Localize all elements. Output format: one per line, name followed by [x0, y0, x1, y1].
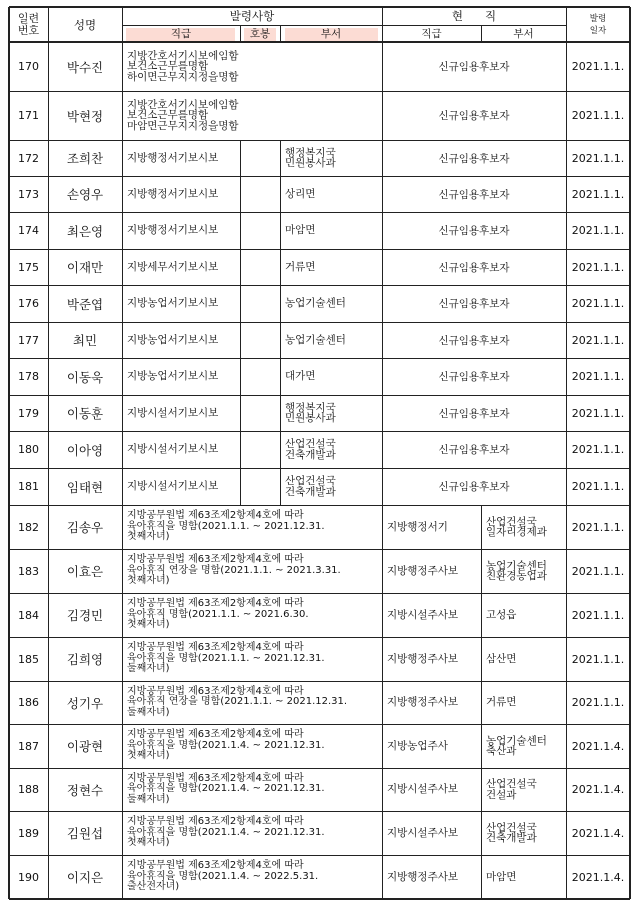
col-divider-current-dept: [481, 681, 482, 724]
row-date: 2021.1.1.: [571, 520, 625, 534]
header-date: 발령 일자: [589, 13, 607, 36]
header-current-rank: 직급: [421, 28, 442, 40]
row-appointment-rank: 지방행정서기보시보: [127, 187, 219, 200]
col-divider-current-dept: [481, 768, 482, 811]
row-appointment-step: [240, 431, 280, 468]
row-divider: [9, 681, 630, 682]
row-serial: 181: [18, 480, 39, 493]
row-current-rank: 지방시설주사보: [387, 783, 459, 796]
row-appointment-step: [240, 395, 280, 431]
row-current-rank: 지방행정주사보: [387, 652, 459, 665]
row-divider: [9, 811, 630, 812]
row-appointment: 지방공무원법 제63조제2항제4호에 따라 육아휴직을 명함(2021.1.1. ~ 2021.12.31. 첫째자녀): [127, 510, 325, 543]
col-divider-current-dept: [481, 593, 482, 637]
row-appointment-dept: 행정복지국 민원봉사과: [285, 401, 336, 424]
table-top-border: [9, 6, 630, 8]
row-appointment-rank: 지방세무서기보시보: [127, 260, 219, 273]
row-serial: 177: [18, 333, 39, 347]
row-appointment-dept: 마암면: [285, 224, 316, 237]
row-appointment: 지방공무원법 제63조제2항제4호에 따라 육아휴직을 명함(2021.1.4. ~ 2021.12.31. 첫째자녀): [127, 816, 325, 849]
table-left-border: [8, 7, 10, 899]
row-serial: 190: [18, 870, 39, 884]
row-current-rank: 신규임용후보자: [438, 444, 510, 456]
row-current-dept: 마암면: [486, 870, 517, 883]
col-divider-step: [240, 322, 241, 358]
row-date: 2021.1.4.: [571, 783, 625, 796]
col-divider-step: [240, 358, 241, 395]
row-date: 2021.1.1.: [571, 608, 625, 622]
col-divider-dept: [280, 358, 281, 395]
col-divider-dept: [280, 395, 281, 431]
row-current-rank: 신규임용후보자: [438, 298, 510, 310]
row-appointment: 지방공무원법 제63조제2항제4호에 따라 육아휴직 연장을 명함(2021.1.1. ~ 2021.3.31. 첫째자녀): [127, 554, 341, 587]
row-appointment-dept: 농업기술센터: [285, 297, 346, 310]
row-date: 2021.1.1.: [571, 406, 625, 420]
row-current-rank: 신규임용후보자: [438, 407, 510, 420]
row-current-rank: 신규임용후보자: [438, 110, 510, 122]
col-divider-step: [240, 176, 241, 212]
col-divider-dept: [280, 212, 281, 249]
row-name: 최민: [72, 333, 98, 348]
col-divider-dept: [280, 468, 281, 505]
row-appointment-rank: 지방행정서기보시보: [127, 151, 219, 164]
row-serial: 176: [18, 297, 39, 310]
row-date: 2021.1.4.: [571, 870, 625, 884]
row-appointment-rank: 지방행정서기보시보: [127, 224, 219, 237]
header-current-dept: 부서: [513, 28, 534, 40]
col-divider-dept: [280, 431, 281, 468]
row-current-dept: 산업건설국 건설과: [486, 778, 537, 801]
row-name: 이효은: [66, 564, 104, 579]
row-appointment-rank: 지방농업서기보시보: [127, 297, 219, 310]
row-appointment-step: [240, 176, 280, 212]
row-current-rank: 지방행정서기: [387, 520, 448, 533]
col-divider-step: [240, 140, 241, 176]
row-current-rank: 신규임용후보자: [438, 481, 510, 493]
row-appointment-step: [240, 468, 280, 505]
row-name: 이동욱: [66, 369, 104, 385]
row-serial: 188: [18, 783, 39, 796]
row-name: 박준엽: [66, 296, 104, 312]
row-appointment: 지방간호서기시보에임함 보건소근무를명함 하이면근무지지정을명함: [127, 49, 239, 83]
row-divider: [9, 322, 630, 323]
row-divider: [9, 593, 630, 594]
row-divider: [9, 249, 630, 250]
row-name: 이지은: [66, 870, 104, 885]
header-divider: [122, 25, 566, 26]
row-date: 2021.1.1.: [571, 60, 625, 73]
row-appointment-dept: 농업기술센터: [285, 333, 346, 346]
row-current-rank: 신규임용후보자: [438, 225, 510, 237]
row-date: 2021.1.1.: [571, 370, 625, 383]
col-divider-step: [240, 212, 241, 249]
header-serial: 일련 번호: [17, 11, 40, 37]
row-appointment-dept: 행정복지국 민원봉사과: [285, 146, 336, 169]
col-divider-current-dept: [481, 505, 482, 549]
col-divider-dept-header: [280, 25, 281, 42]
row-appointment-rank: 지방시설서기보시보: [127, 406, 219, 419]
col-divider-dept: [280, 176, 281, 212]
row-name: 김희영: [66, 652, 104, 667]
col-divider-step: [240, 285, 241, 322]
row-current-dept: 산업건설국 일자리경제과: [486, 515, 547, 538]
row-date: 2021.1.1.: [571, 109, 625, 122]
row-date: 2021.1.1.: [571, 333, 625, 347]
row-name: 이광현: [66, 739, 104, 754]
row-serial: 189: [18, 826, 39, 840]
row-date: 2021.1.1.: [571, 260, 625, 274]
row-name: 조희찬: [66, 151, 104, 166]
row-divider: [9, 855, 630, 856]
row-appointment-rank: 지방농업서기보시보: [127, 333, 219, 346]
header-name: 성명: [73, 17, 97, 32]
row-divider: [9, 468, 630, 469]
row-current-rank: 지방시설주사보: [387, 826, 459, 839]
row-date: 2021.1.1.: [571, 564, 625, 578]
col-divider-dept: [280, 140, 281, 176]
row-date: 2021.1.4.: [571, 826, 625, 840]
col-divider-dept: [280, 322, 281, 358]
row-current-dept: 고성읍: [486, 608, 517, 621]
row-serial: 180: [18, 443, 39, 456]
row-name: 김경민: [66, 608, 104, 623]
row-appointment-dept: 산업건설국 건축개발과: [285, 438, 336, 461]
row-appointment: 지방공무원법 제63조제2항제4호에 따라 육아휴직 명함(2021.1.1. ~ 2021.6.30. 첫째자녀): [127, 598, 309, 631]
row-divider: [9, 637, 630, 638]
row-serial: 170: [18, 60, 39, 73]
row-serial: 184: [18, 608, 39, 622]
row-serial: 182: [18, 520, 39, 534]
row-appointment-step: [240, 322, 280, 358]
row-divider: [9, 549, 630, 550]
col-divider-current: [382, 7, 383, 899]
row-divider: [9, 431, 630, 432]
col-divider-step-header: [240, 25, 241, 42]
row-divider: [9, 505, 630, 506]
row-date: 2021.1.1.: [571, 443, 625, 456]
col-divider-step: [240, 395, 241, 431]
row-date: 2021.1.1.: [571, 480, 625, 493]
col-divider-current-dept: [481, 855, 482, 899]
row-appointment-step: [240, 249, 280, 285]
row-name: 박현정: [66, 108, 104, 124]
row-appointment-step: [240, 140, 280, 176]
col-divider-appointment: [122, 7, 123, 899]
col-divider-current-dept-header: [481, 25, 482, 42]
row-current-rank: 신규임용후보자: [438, 61, 510, 73]
row-serial: 174: [18, 224, 39, 237]
row-name: 성기우: [66, 695, 104, 711]
row-appointment-rank: 지방시설서기보시보: [127, 480, 219, 493]
header-bottom-border: [9, 41, 630, 43]
header-appointment-rank: 직급: [170, 28, 192, 40]
row-divider: [9, 358, 630, 359]
row-name: 김송우: [66, 520, 104, 535]
row-date: 2021.1.1.: [571, 151, 625, 165]
row-appointment: 지방공무원법 제63조제2항제4호에 따라 육아휴직을 명함(2021.1.4. ~ 2021.12.31. 첫째자녀): [127, 729, 325, 762]
row-divider: [9, 91, 630, 92]
row-serial: 173: [18, 187, 39, 201]
row-name: 김원섭: [66, 826, 104, 841]
row-appointment-dept: 거류면: [285, 260, 316, 273]
row-appointment-step: [240, 285, 280, 322]
row-serial: 187: [18, 739, 39, 753]
row-current-dept: 거류면: [486, 696, 517, 709]
col-divider-current-dept: [481, 811, 482, 855]
col-divider-date: [566, 7, 567, 899]
row-current-rank: 지방행정주사보: [387, 696, 459, 709]
row-divider: [9, 140, 630, 141]
col-divider-current-dept: [481, 724, 482, 768]
col-divider-dept: [280, 285, 281, 322]
row-serial: 186: [18, 696, 39, 709]
row-current-rank: 신규임용후보자: [438, 188, 510, 201]
header-appointment-group: 발령사항: [229, 9, 275, 23]
row-appointment-dept: 상리면: [285, 187, 316, 200]
row-appointment: 지방공무원법 제63조제2항제4호에 따라 육아휴직을 명함(2021.1.1. ~ 2021.12.31. 둘째자녀): [127, 642, 325, 675]
row-name: 박수진: [66, 59, 104, 75]
row-serial: 172: [18, 151, 39, 165]
row-current-rank: 신규임용후보자: [438, 261, 510, 274]
row-divider: [9, 724, 630, 725]
row-serial: 178: [18, 370, 39, 383]
col-divider-step: [240, 468, 241, 505]
row-date: 2021.1.1.: [571, 652, 625, 666]
row-name: 손영우: [66, 187, 104, 202]
row-serial: 175: [18, 260, 39, 274]
row-current-rank: 지방시설주사보: [387, 608, 459, 621]
row-current-rank: 신규임용후보자: [438, 334, 510, 347]
col-divider-name: [48, 7, 49, 899]
row-current-dept: 농업기술센터 축산과: [486, 734, 547, 757]
table-bottom-border: [9, 898, 630, 900]
row-date: 2021.1.1.: [571, 696, 625, 709]
row-current-rank: 지방농업주사: [387, 739, 448, 752]
col-divider-step: [240, 431, 241, 468]
header-appointment-step: 호봉: [249, 28, 271, 40]
row-appointment-rank: 지방시설서기보시보: [127, 443, 219, 456]
row-appointment: 지방공무원법 제63조제2항제4호에 따라 육아휴직을 명함(2021.1.4. ~ 2021.12.31. 둘째자녀): [127, 772, 325, 805]
row-appointment-step: [240, 358, 280, 395]
header-appointment-dept: 부서: [320, 28, 342, 40]
row-current-dept: 삼산면: [486, 652, 517, 665]
row-date: 2021.1.1.: [571, 187, 625, 201]
row-appointment: 지방공무원법 제63조제2항제4호에 따라 육아휴직 연장을 명함(2021.1.1. ~ 2021.12.31. 둘째자녀): [127, 685, 348, 718]
row-divider: [9, 212, 630, 213]
row-name: 이아영: [66, 442, 104, 458]
row-date: 2021.1.1.: [571, 224, 625, 237]
col-divider-step: [240, 249, 241, 285]
row-name: 이재만: [66, 260, 104, 275]
row-current-rank: 신규임용후보자: [438, 371, 510, 383]
row-appointment-dept: 산업건설국 건축개발과: [285, 475, 336, 498]
row-appointment: 지방공무원법 제63조제2항제4호에 따라 육아휴직을 명함(2021.1.4. ~ 2022.5.31. 출산전자녀): [127, 860, 319, 893]
row-serial: 179: [18, 406, 39, 420]
row-current-rank: 지방행정주사보: [387, 564, 459, 577]
row-name: 임태현: [66, 479, 104, 495]
row-date: 2021.1.4.: [571, 739, 625, 753]
row-name: 정현수: [66, 782, 104, 798]
row-appointment-step: [240, 212, 280, 249]
row-serial: 185: [18, 652, 39, 666]
row-name: 최은영: [66, 223, 104, 239]
row-current-dept: 농업기술센터 친환경농업과: [486, 559, 547, 582]
row-appointment: 지방간호서기시보에임함 보건소근무를명함 마암면근무지지정을명함: [127, 98, 239, 132]
row-name: 이동훈: [66, 406, 104, 421]
row-divider: [9, 285, 630, 286]
col-divider-current-dept: [481, 637, 482, 681]
row-current-rank: 지방행정주사보: [387, 870, 459, 883]
row-appointment-rank: 지방농업서기보시보: [127, 370, 219, 383]
col-divider-dept: [280, 249, 281, 285]
row-divider: [9, 768, 630, 769]
row-current-rank: 신규임용후보자: [438, 152, 510, 165]
row-divider: [9, 176, 630, 177]
row-serial: 183: [18, 564, 39, 578]
row-current-dept: 산업건설국 건축개발과: [486, 821, 537, 844]
row-appointment-dept: 대가면: [285, 370, 316, 383]
col-divider-current-dept: [481, 549, 482, 593]
row-date: 2021.1.1.: [571, 297, 625, 310]
row-serial: 171: [18, 109, 39, 122]
row-divider: [9, 395, 630, 396]
header-current-group: 현 직: [451, 9, 497, 23]
table-right-border: [629, 7, 631, 899]
